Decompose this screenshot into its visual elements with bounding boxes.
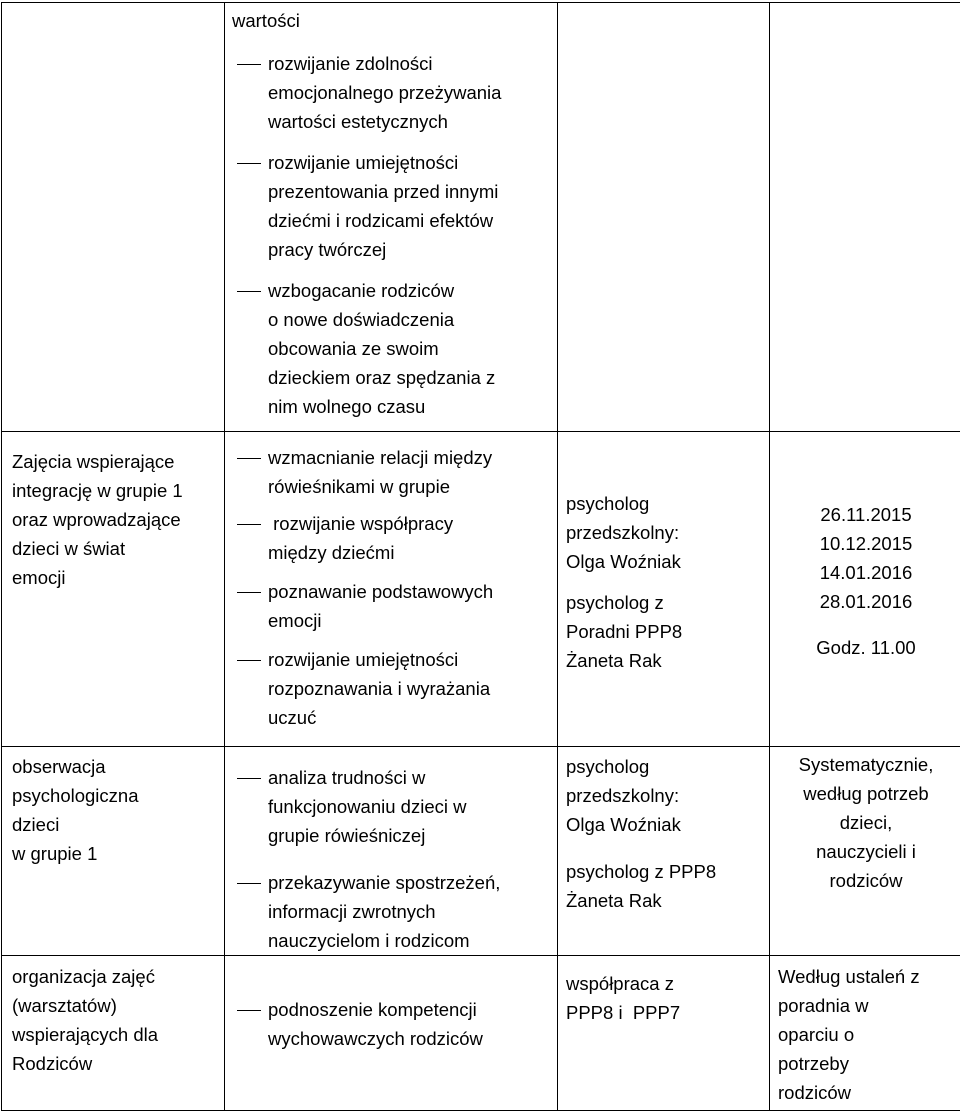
cell-date: Według ustaleń z poradnia w oparciu o potrzeby rodziców	[770, 956, 960, 1111]
cell-goals	[225, 747, 558, 956]
date-entry: 10.12.2015	[819, 533, 913, 554]
goal-item: rozwijanie współpracy między dziećmi	[225, 509, 557, 567]
goal-item: rozwijanie umiejętności rozpoznawania i wyrażania uczuć	[225, 645, 557, 732]
goal-item: rozwijanie zdolności emocjonalnego przeżywania wartości estetycznych	[225, 49, 557, 136]
goal-continuation: wartości	[232, 10, 300, 31]
cell-activity: organizacja zajęć (warsztatów) wspierających dla Rodziców	[2, 956, 225, 1111]
cell-activity: obserwacja psychologiczna dzieci w grupie 1	[2, 747, 225, 956]
goal-item: przekazywanie spostrzeżeń, informacji zwrotnych nauczycielom i rodzicom	[225, 868, 557, 955]
dash-bullet-icon	[237, 645, 261, 674]
dash-bullet-icon	[237, 868, 261, 897]
cell-date	[770, 432, 960, 747]
cell-date	[770, 3, 960, 432]
cell-activity	[2, 3, 225, 432]
dash-bullet-icon	[237, 443, 261, 472]
goal-item: poznawanie podstawowych emocji	[225, 577, 557, 635]
cell-activity: Zajęcia wspierające integrację w grupie 1 oraz wprowadzające dzieci w świat emocji	[2, 432, 225, 747]
cell-date: Systematycznie, według potrzeb dzieci, nauczycieli i rodziców	[770, 747, 960, 956]
dash-bullet-icon	[237, 509, 261, 538]
dash-bullet-icon	[237, 276, 261, 305]
cell-responsible: psycholog przedszkolny: Olga Woźniak psycholog z PPP8 Żaneta Rak	[558, 747, 770, 956]
cell-responsible: współpraca z PPP8 i PPP7	[558, 956, 770, 1111]
plan-table	[1, 2, 960, 1111]
time-entry: Godz. 11.00	[816, 637, 916, 658]
dash-bullet-icon	[237, 763, 261, 792]
goal-item: analiza trudności w funkcjonowaniu dzieci w grupie rówieśniczej	[225, 763, 557, 850]
goal-item: podnoszenie kompetencji wychowawczych rodziców	[225, 995, 557, 1053]
date-entry: 28.01.2016	[819, 591, 913, 612]
cell-responsible: psycholog przedszkolny: Olga Woźniak psycholog z Poradni PPP8 Żaneta Rak	[558, 432, 770, 747]
dash-bullet-icon	[237, 49, 261, 78]
cell-goals	[225, 432, 558, 747]
goal-item: wzmacnianie relacji między rówieśnikami w grupie	[225, 443, 557, 501]
cell-responsible	[558, 3, 770, 432]
dash-bullet-icon	[237, 995, 261, 1024]
dash-bullet-icon	[237, 148, 261, 177]
table-row	[2, 3, 960, 432]
date-entry: 26.11.2015	[820, 504, 912, 525]
cell-goals	[225, 956, 558, 1111]
table-row	[2, 747, 960, 956]
table-row	[2, 432, 960, 747]
goal-item: wzbogacanie rodziców o nowe doświadczenia obcowania ze swoim dzieckiem oraz spędzania z nim wolnego czasu	[225, 276, 557, 421]
goal-item: rozwijanie umiejętności prezentowania przed innymi dziećmi i rodzicami efektów pracy twórczej	[225, 148, 557, 264]
cell-goals	[225, 3, 558, 432]
dash-bullet-icon	[237, 577, 261, 606]
table-row	[2, 956, 960, 1111]
date-entry: 14.01.2016	[819, 562, 913, 583]
